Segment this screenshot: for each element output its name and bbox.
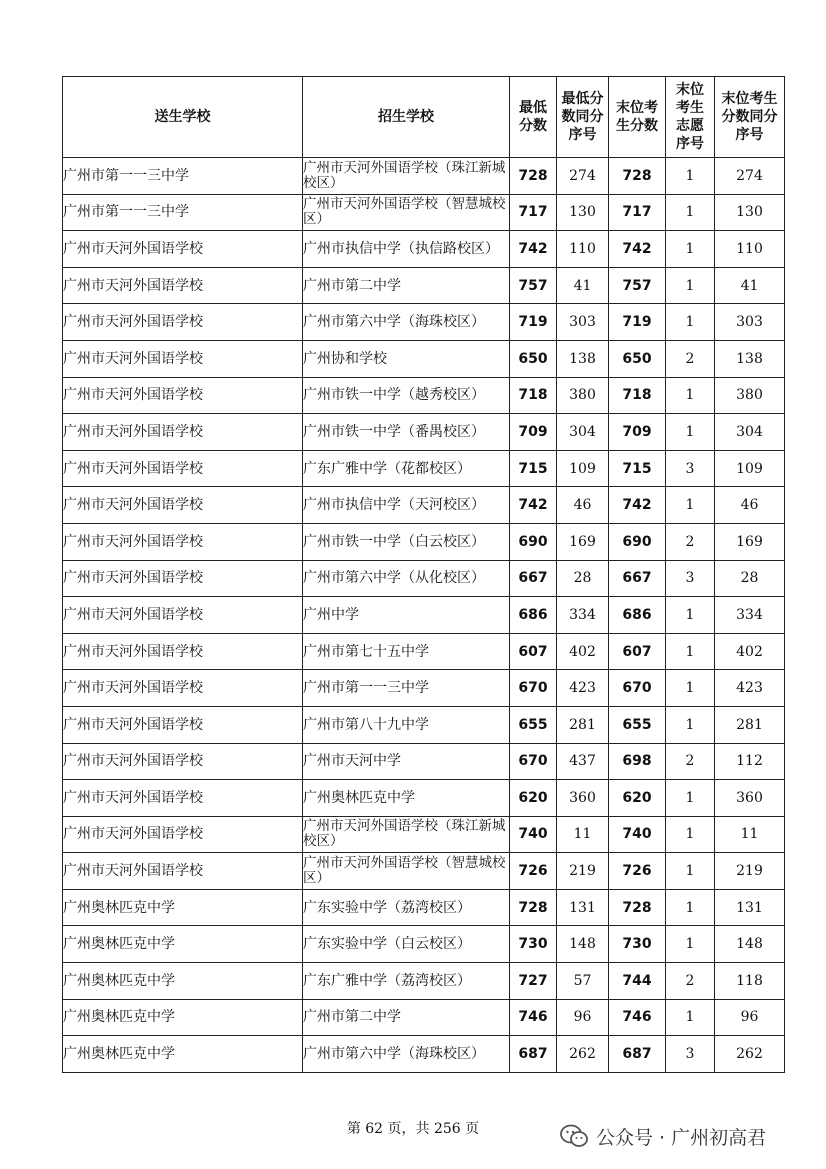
last-rank-cell: 112 [715,743,785,780]
pref-cell: 1 [666,414,715,451]
table-row [63,231,785,268]
last-rank-cell: 96 [715,999,785,1036]
min-rank-cell: 96 [557,999,609,1036]
last-score-cell: 717 [609,194,666,231]
sender-cell: 广州市天河外国语学校 [63,670,303,707]
sender-cell: 广州市第一一三中学 [63,194,303,231]
last-rank-cell: 169 [715,523,785,560]
pref-cell: 2 [666,340,715,377]
min-rank-cell: 334 [557,597,609,634]
last-rank-cell: 130 [715,194,785,231]
receiver-cell: 广州奥林匹克中学 [303,780,510,817]
min-rank-cell: 423 [557,670,609,707]
receiver-cell: 广东广雅中学（荔湾校区） [303,963,510,1000]
table-row [63,414,785,451]
min-rank-cell: 262 [557,1036,609,1073]
receiver-cell: 广州市第七十五中学 [303,633,510,670]
header-sender: 送生学校 [63,77,303,158]
min-score-cell: 650 [510,340,557,377]
min-rank-cell: 304 [557,414,609,451]
last-rank-cell: 148 [715,926,785,963]
last-score-cell: 742 [609,231,666,268]
last-score-cell: 715 [609,450,666,487]
sender-cell: 广州奥林匹克中学 [63,963,303,1000]
min-score-cell: 687 [510,1036,557,1073]
min-rank-cell: 281 [557,706,609,743]
sender-cell: 广州市天河外国语学校 [63,523,303,560]
pref-cell: 1 [666,670,715,707]
table-row [63,194,785,231]
table-row [63,816,785,853]
min-score-cell: 715 [510,450,557,487]
sender-cell: 广州市第一一三中学 [63,158,303,195]
receiver-cell: 广州市铁一中学（白云校区） [303,523,510,560]
receiver-cell: 广州市第六中学（海珠校区） [303,1036,510,1073]
min-rank-cell: 131 [557,889,609,926]
last-score-cell: 690 [609,523,666,560]
sender-cell: 广州市天河外国语学校 [63,560,303,597]
table-row [63,853,785,890]
table-row [63,780,785,817]
pref-cell: 3 [666,450,715,487]
min-rank-cell: 57 [557,963,609,1000]
last-score-cell: 620 [609,780,666,817]
receiver-cell: 广州中学 [303,597,510,634]
pref-cell: 1 [666,853,715,890]
header-min-rank: 最低分 数同分 序号 [557,77,609,158]
sender-cell: 广州市天河外国语学校 [63,414,303,451]
min-score-cell: 742 [510,487,557,524]
min-rank-cell: 28 [557,560,609,597]
last-score-cell: 726 [609,853,666,890]
pref-cell: 3 [666,560,715,597]
last-score-cell: 687 [609,1036,666,1073]
sender-cell: 广州市天河外国语学校 [63,706,303,743]
pref-cell: 1 [666,158,715,195]
receiver-cell: 广州市天河外国语学校（智慧城校区） [303,853,510,890]
pref-cell: 1 [666,889,715,926]
last-score-cell: 709 [609,414,666,451]
table-row [63,743,785,780]
sender-cell: 广州市天河外国语学校 [63,377,303,414]
last-rank-cell: 380 [715,377,785,414]
table-row [63,597,785,634]
min-rank-cell: 219 [557,853,609,890]
receiver-cell: 广州市铁一中学（番禺校区） [303,414,510,451]
pref-cell: 1 [666,487,715,524]
pref-cell: 1 [666,194,715,231]
last-rank-cell: 138 [715,340,785,377]
receiver-cell: 广州市天河外国语学校（珠江新城校区） [303,158,510,195]
pref-cell: 2 [666,523,715,560]
table-row [63,304,785,341]
receiver-cell: 广州市执信中学（天河校区） [303,487,510,524]
min-rank-cell: 360 [557,780,609,817]
last-score-cell: 730 [609,926,666,963]
header-last-score: 末位考 生分数 [609,77,666,158]
table-row [63,158,785,195]
sender-cell: 广州市天河外国语学校 [63,304,303,341]
pref-cell: 1 [666,267,715,304]
receiver-cell: 广州市第六中学（海珠校区） [303,304,510,341]
last-score-cell: 757 [609,267,666,304]
min-score-cell: 757 [510,267,557,304]
last-score-cell: 670 [609,670,666,707]
last-rank-cell: 219 [715,853,785,890]
watermark-text: 公众号 · 广州初高君 [596,1126,767,1149]
sender-cell: 广州奥林匹克中学 [63,1036,303,1073]
table-row [63,889,785,926]
last-rank-cell: 28 [715,560,785,597]
min-rank-cell: 109 [557,450,609,487]
last-rank-cell: 360 [715,780,785,817]
min-score-cell: 620 [510,780,557,817]
min-rank-cell: 169 [557,523,609,560]
watermark [560,1121,766,1151]
last-rank-cell: 109 [715,450,785,487]
receiver-cell: 广州市天河中学 [303,743,510,780]
table-row [63,670,785,707]
last-rank-cell: 274 [715,158,785,195]
table-row [63,706,785,743]
last-score-cell: 686 [609,597,666,634]
min-score-cell: 718 [510,377,557,414]
min-score-cell: 727 [510,963,557,1000]
min-score-cell: 670 [510,670,557,707]
min-rank-cell: 41 [557,267,609,304]
pref-cell: 1 [666,926,715,963]
sender-cell: 广州奥林匹克中学 [63,889,303,926]
last-rank-cell: 304 [715,414,785,451]
min-score-cell: 728 [510,889,557,926]
receiver-cell: 广州协和学校 [303,340,510,377]
min-score-cell: 719 [510,304,557,341]
sender-cell: 广州市天河外国语学校 [63,487,303,524]
table-row [63,633,785,670]
table-row [63,1036,785,1073]
min-score-cell: 670 [510,743,557,780]
min-score-cell: 667 [510,560,557,597]
sender-cell: 广州市天河外国语学校 [63,816,303,853]
pref-cell: 1 [666,304,715,341]
min-score-cell: 709 [510,414,557,451]
admission-table [62,76,785,1073]
sender-cell: 广州市天河外国语学校 [63,340,303,377]
min-score-cell: 607 [510,633,557,670]
pref-cell: 1 [666,706,715,743]
receiver-cell: 广州市第二中学 [303,267,510,304]
last-rank-cell: 303 [715,304,785,341]
last-score-cell: 698 [609,743,666,780]
last-rank-cell: 110 [715,231,785,268]
page-footer: 第 62 页，共 256 页 [346,1121,480,1137]
table-row [63,963,785,1000]
last-rank-cell: 41 [715,267,785,304]
last-rank-cell: 334 [715,597,785,634]
receiver-cell: 广州市第一一三中学 [303,670,510,707]
min-rank-cell: 11 [557,816,609,853]
last-score-cell: 719 [609,304,666,341]
receiver-cell: 广东广雅中学（花都校区） [303,450,510,487]
table-row [63,560,785,597]
min-score-cell: 728 [510,158,557,195]
last-score-cell: 650 [609,340,666,377]
sender-cell: 广州市天河外国语学校 [63,633,303,670]
last-rank-cell: 402 [715,633,785,670]
last-score-cell: 728 [609,889,666,926]
last-score-cell: 744 [609,963,666,1000]
receiver-cell: 广州市第六中学（从化校区） [303,560,510,597]
sender-cell: 广州市天河外国语学校 [63,597,303,634]
min-score-cell: 742 [510,231,557,268]
min-rank-cell: 148 [557,926,609,963]
pref-cell: 1 [666,377,715,414]
last-rank-cell: 131 [715,889,785,926]
min-score-cell: 740 [510,816,557,853]
min-score-cell: 655 [510,706,557,743]
receiver-cell: 广东实验中学（荔湾校区） [303,889,510,926]
sender-cell: 广州市天河外国语学校 [63,267,303,304]
min-rank-cell: 138 [557,340,609,377]
receiver-cell: 广州市铁一中学（越秀校区） [303,377,510,414]
last-score-cell: 655 [609,706,666,743]
last-score-cell: 607 [609,633,666,670]
min-score-cell: 726 [510,853,557,890]
receiver-cell: 广州市第二中学 [303,999,510,1036]
min-score-cell: 730 [510,926,557,963]
last-score-cell: 728 [609,158,666,195]
table-row [63,523,785,560]
last-rank-cell: 262 [715,1036,785,1073]
wechat-icon [560,1124,588,1148]
sender-cell: 广州市天河外国语学校 [63,450,303,487]
receiver-cell: 广州市第八十九中学 [303,706,510,743]
min-rank-cell: 303 [557,304,609,341]
table-row [63,999,785,1036]
sender-cell: 广州市天河外国语学校 [63,853,303,890]
min-rank-cell: 402 [557,633,609,670]
table-row [63,487,785,524]
min-rank-cell: 110 [557,231,609,268]
min-score-cell: 717 [510,194,557,231]
min-rank-cell: 380 [557,377,609,414]
table-row [63,377,785,414]
last-rank-cell: 281 [715,706,785,743]
pref-cell: 1 [666,999,715,1036]
last-rank-cell: 46 [715,487,785,524]
pref-cell: 1 [666,780,715,817]
min-score-cell: 746 [510,999,557,1036]
header-receiver: 招生学校 [303,77,510,158]
pref-cell: 1 [666,597,715,634]
last-score-cell: 742 [609,487,666,524]
header-min-score: 最低 分数 [510,77,557,158]
last-score-cell: 740 [609,816,666,853]
table-body [63,158,785,1073]
sender-cell: 广州市天河外国语学校 [63,743,303,780]
pref-cell: 1 [666,231,715,268]
last-score-cell: 718 [609,377,666,414]
receiver-cell: 广东实验中学（白云校区） [303,926,510,963]
header-last-rank: 末位考生 分数同分 序号 [715,77,785,158]
table-row [63,926,785,963]
table-row [63,340,785,377]
table-row [63,450,785,487]
last-rank-cell: 423 [715,670,785,707]
pref-cell: 3 [666,1036,715,1073]
receiver-cell: 广州市天河外国语学校（智慧城校区） [303,194,510,231]
min-score-cell: 690 [510,523,557,560]
last-score-cell: 667 [609,560,666,597]
header-last-pref: 末位 考生 志愿 序号 [666,77,715,158]
min-rank-cell: 437 [557,743,609,780]
pref-cell: 1 [666,816,715,853]
table-row [63,267,785,304]
sender-cell: 广州奥林匹克中学 [63,926,303,963]
receiver-cell: 广州市天河外国语学校（珠江新城校区） [303,816,510,853]
receiver-cell: 广州市执信中学（执信路校区） [303,231,510,268]
last-rank-cell: 118 [715,963,785,1000]
sender-cell: 广州奥林匹克中学 [63,999,303,1036]
min-rank-cell: 46 [557,487,609,524]
pref-cell: 1 [666,633,715,670]
min-rank-cell: 130 [557,194,609,231]
min-rank-cell: 274 [557,158,609,195]
last-rank-cell: 11 [715,816,785,853]
sender-cell: 广州市天河外国语学校 [63,231,303,268]
header-row [63,77,785,158]
min-score-cell: 686 [510,597,557,634]
pref-cell: 2 [666,743,715,780]
sender-cell: 广州市天河外国语学校 [63,780,303,817]
pref-cell: 2 [666,963,715,1000]
last-score-cell: 746 [609,999,666,1036]
